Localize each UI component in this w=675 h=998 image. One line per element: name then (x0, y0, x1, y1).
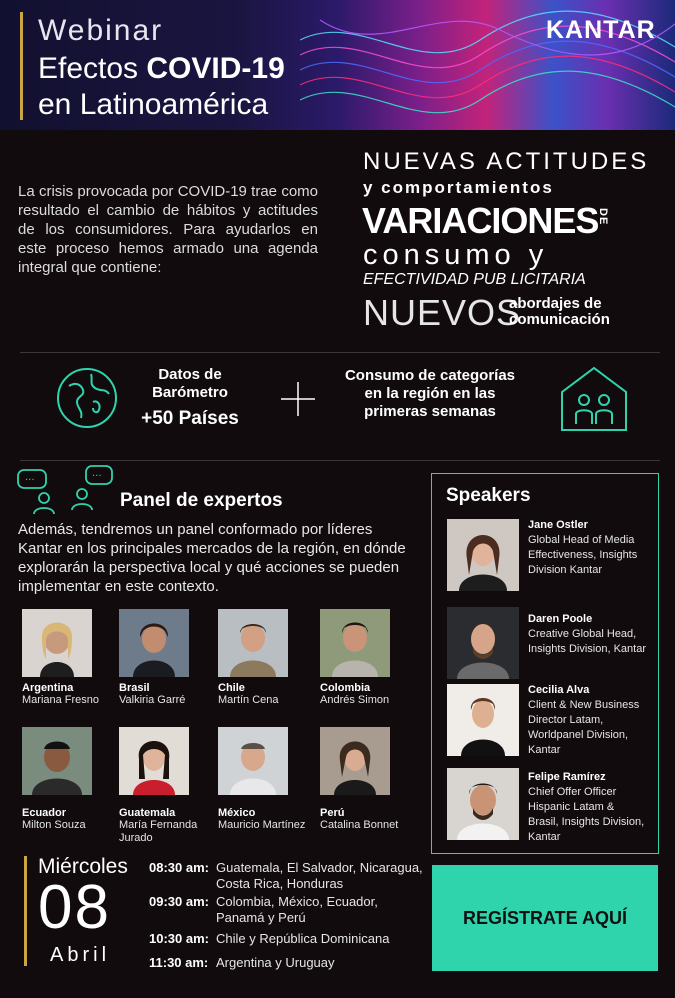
stat-label-part: Consumo de categorías (344, 367, 516, 384)
date-weekday: Miércoles (38, 855, 128, 878)
stat-barometer-label (115, 366, 265, 402)
expert-country: Argentina (22, 682, 74, 694)
stat-label-part: Datos de (158, 366, 222, 383)
expert-photo (119, 609, 189, 677)
speaker-photo (447, 519, 519, 591)
speakers-title: Speakers (446, 485, 531, 506)
topic-line-part: abordajes de (509, 295, 602, 312)
topic-line: consumo y (363, 239, 549, 271)
date-month: Abril (50, 944, 111, 966)
divider (20, 460, 660, 461)
register-button[interactable]: REGÍSTRATE AQUÍ (432, 865, 658, 971)
speaker-role: Global Head of Media Effectiveness, Insights Division Kantar (528, 534, 638, 576)
speaker-photo (447, 607, 519, 679)
expert-name: Martín Cena (218, 694, 279, 706)
schedule-places: Colombia, México, Ecuador, Panamá y Perú (216, 894, 378, 925)
topic-line-suffix: DE (597, 208, 609, 226)
expert-photo (218, 727, 288, 795)
schedule-time: 08:30 am: (149, 860, 209, 875)
expert-name: Valkiria Garré (119, 694, 186, 706)
panel-title: Panel de expertos (120, 490, 283, 511)
expert-name: Catalina Bonnet (320, 819, 399, 831)
speaker-photo (447, 684, 519, 756)
schedule-places: Chile y República Dominicana (216, 931, 390, 946)
expert-country: México (218, 807, 256, 819)
webinar-label: Webinar (38, 14, 164, 47)
kantar-logo: KANTAR (546, 16, 656, 44)
topic-line: VARIACIONES (362, 200, 599, 241)
schedule-time: 10:30 am: (149, 931, 209, 946)
title-covid: COVID-19 (146, 52, 285, 85)
expert-photo (320, 609, 390, 677)
expert-country: Perú (320, 807, 345, 819)
stat-label-part: primeras semanas (364, 403, 496, 420)
title-part: Efectos (38, 52, 147, 85)
plus-icon (279, 380, 317, 418)
expert-photo (320, 727, 390, 795)
topic-line: NUEVAS ACTITUDES (363, 148, 650, 175)
speaker-photo (447, 768, 519, 840)
chat-people-icon (16, 464, 116, 516)
topic-line (509, 296, 610, 328)
expert-photo (119, 727, 189, 795)
divider (20, 352, 660, 353)
expert-name: Mariana Fresno (22, 694, 100, 706)
topic-line: y comportamientos (363, 178, 554, 197)
expert-country: Ecuador (22, 807, 67, 819)
date-accent-line (24, 856, 27, 966)
speaker-name: Daren Poole (528, 613, 593, 625)
expert-photo (218, 609, 288, 677)
expert-name: Milton Souza (22, 819, 86, 831)
expert-name: Mauricio Martínez (218, 819, 306, 831)
svg-text:···: ··· (92, 471, 102, 482)
header-accent-line (20, 12, 23, 120)
topic-line: NUEVOS (363, 292, 522, 333)
svg-text:···: ··· (25, 475, 35, 486)
speaker-name: Felipe Ramírez (528, 771, 606, 783)
stat-label-part: Barómetro (152, 384, 228, 401)
expert-country: Guatemala (119, 807, 176, 819)
speaker-name: Cecilia Alva (528, 684, 590, 696)
stat-category-label (330, 367, 530, 421)
schedule-time: 11:30 am: (149, 955, 209, 970)
stat-barometer-value: +50 Países (141, 408, 239, 429)
expert-country: Brasil (119, 682, 150, 694)
expert-photo (22, 727, 92, 795)
expert-country: Chile (218, 682, 245, 694)
expert-name: María Fernanda Jurado (119, 819, 198, 844)
expert-country: Colombia (320, 682, 371, 694)
schedule-time: 09:30 am: (149, 894, 209, 909)
stat-label-part: en la región en las (364, 385, 496, 402)
house-family-icon (558, 364, 630, 434)
globe-icon (55, 366, 119, 430)
date-day: 08 (38, 873, 111, 942)
intro-text: La crisis provocada por COVID-19 trae como resultado el cambio de hábitos y actitudes de los consumidores. Para ayudarlos en este proceso hemos armado una agenda integral que contiene: (18, 183, 318, 276)
webinar-title-line2: en Latinoamérica (38, 88, 269, 121)
expert-name: Andrés Simon (320, 694, 390, 706)
speaker-role: Client & New Business Director Latam, Worldpanel Division, Kantar (528, 699, 640, 756)
webinar-title-line1 (38, 52, 285, 86)
topic-line: EFECTIVIDAD PUB LICITARIA (363, 271, 586, 288)
topic-line-part: comunicación (509, 311, 610, 328)
speaker-name: Jane Ostler (528, 519, 588, 531)
schedule-places: Argentina y Uruguay (216, 955, 335, 970)
panel-description: Además, tendremos un panel conformado por líderes Kantar en los principales mercados de la región, en dónde explorarán la perspectiva local y qué acciones se pueden implementar en este contexto. (18, 521, 406, 595)
speaker-role: Creative Global Head, Insights Division, Kantar (528, 628, 646, 655)
schedule-places: Guatemala, El Salvador, Nicaragua, Costa Rica, Honduras (216, 860, 423, 891)
speaker-role: Chief Offer Officer Hispanic Latam & Brasil, Insights Division, Kantar (528, 786, 645, 843)
expert-photo (22, 609, 92, 677)
